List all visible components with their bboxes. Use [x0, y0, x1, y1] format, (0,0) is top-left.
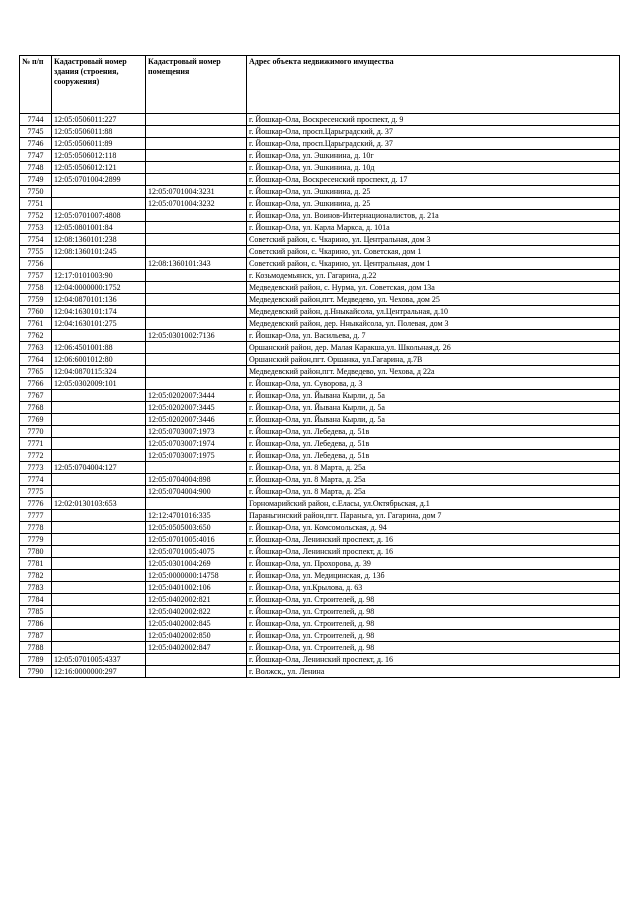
premises-cadastral: 12:05:0703007:1975 [146, 450, 247, 462]
address: г. Йошкар-Ола, Ленинский проспект, д. 16 [247, 654, 620, 666]
table-row [20, 558, 620, 570]
premises-cadastral [146, 282, 247, 294]
premises-cadastral [146, 342, 247, 354]
row-number: 7761 [20, 318, 52, 330]
premises-cadastral [146, 234, 247, 246]
row-number: 7787 [20, 630, 52, 642]
building-cadastral: 12:05:0701004:2899 [52, 174, 146, 186]
premises-cadastral [146, 246, 247, 258]
premises-cadastral: 12:12:4701016:335 [146, 510, 247, 522]
address: г. Йошкар-Ола, ул. Васильева, д. 7 [247, 330, 620, 342]
row-number: 7745 [20, 126, 52, 138]
row-number: 7746 [20, 138, 52, 150]
row-number: 7779 [20, 534, 52, 546]
row-number: 7790 [20, 666, 52, 678]
table-row [20, 390, 620, 402]
building-cadastral [52, 606, 146, 618]
header-number: № п/п [20, 56, 52, 114]
table-row [20, 210, 620, 222]
address: г. Йошкар-Ола, ул. Лебедева, д. 51в [247, 438, 620, 450]
premises-cadastral: 12:05:0202007:3446 [146, 414, 247, 426]
address: г. Йошкар-Ола, ул. Лебедева, д. 51в [247, 426, 620, 438]
row-number: 7760 [20, 306, 52, 318]
address: Горномарийский район, с.Еласы, ул.Октябрьская, д.1 [247, 498, 620, 510]
row-number: 7784 [20, 594, 52, 606]
address: г. Йошкар-Ола, просп.Царьградский, д. 37 [247, 126, 620, 138]
row-number: 7762 [20, 330, 52, 342]
header-address: Адрес объекта недвижимого имущества [247, 56, 620, 114]
row-number: 7753 [20, 222, 52, 234]
premises-cadastral: 12:05:0704004:900 [146, 486, 247, 498]
address: Советский район, с. Чкарино, ул. Советская, дом 1 [247, 246, 620, 258]
row-number: 7748 [20, 162, 52, 174]
premises-cadastral [146, 462, 247, 474]
address: г. Йошкар-Ола, ул. Строителей, д. 98 [247, 630, 620, 642]
address: г. Йошкар-Ола, ул. Лебедева, д. 51в [247, 450, 620, 462]
address: г. Йошкар-Ола, ул. Эшкинина, д. 10г [247, 150, 620, 162]
row-number: 7755 [20, 246, 52, 258]
building-cadastral [52, 402, 146, 414]
table-row [20, 306, 620, 318]
address: г. Йошкар-Ола, ул. Прохорова, д. 39 [247, 558, 620, 570]
premises-cadastral: 12:05:0704004:898 [146, 474, 247, 486]
building-cadastral: 12:04:0870101:136 [52, 294, 146, 306]
table-row [20, 534, 620, 546]
table-row [20, 666, 620, 678]
premises-cadastral [146, 222, 247, 234]
table-row [20, 150, 620, 162]
building-cadastral [52, 198, 146, 210]
building-cadastral [52, 558, 146, 570]
premises-cadastral: 12:08:1360101:343 [146, 258, 247, 270]
table-row [20, 414, 620, 426]
building-cadastral [52, 486, 146, 498]
table-row [20, 510, 620, 522]
table-row [20, 186, 620, 198]
building-cadastral [52, 438, 146, 450]
table-row [20, 282, 620, 294]
premises-cadastral [146, 162, 247, 174]
address: г. Йошкар-Ола, ул. Йывана Кырли, д. 5а [247, 414, 620, 426]
address: г. Йошкар-Ола, ул. 8 Марта, д. 25а [247, 462, 620, 474]
address: Медведевский район, дер. Нныкайсола, ул. Полевая, дом 3 [247, 318, 620, 330]
table-row [20, 366, 620, 378]
building-cadastral: 12:04:1630101:174 [52, 306, 146, 318]
address: г. Йошкар-Ола, ул. Комсомольская, д. 94 [247, 522, 620, 534]
table-row [20, 582, 620, 594]
address: г. Йошкар-Ола, ул. Строителей, д. 98 [247, 606, 620, 618]
table-header-row [20, 56, 620, 114]
building-cadastral: 12:17:0101003:90 [52, 270, 146, 282]
table-row [20, 318, 620, 330]
header-building-cadastral: Кадастровый номер здания (строения, сооружения) [52, 56, 146, 114]
table-row [20, 438, 620, 450]
row-number: 7768 [20, 402, 52, 414]
table-row [20, 546, 620, 558]
address: Параньгинский район,пгт. Параньга, ул. Гагарина, дом 7 [247, 510, 620, 522]
building-cadastral [52, 390, 146, 402]
building-cadastral: 12:05:0701005:4337 [52, 654, 146, 666]
address: Советский район, с. Чкарино, ул. Центральная, дом 1 [247, 258, 620, 270]
table-row [20, 594, 620, 606]
table-row [20, 174, 620, 186]
address: г. Йошкар-Ола, ул.Крылова, д. 63 [247, 582, 620, 594]
building-cadastral: 12:04:1630101:275 [52, 318, 146, 330]
building-cadastral: 12:04:0000000:1752 [52, 282, 146, 294]
table-row [20, 126, 620, 138]
address: г. Йошкар-Ола, Ленинский проспект, д. 16 [247, 534, 620, 546]
building-cadastral [52, 474, 146, 486]
row-number: 7771 [20, 438, 52, 450]
address: г. Йошкар-Ола, Ленинский проспект, д. 16 [247, 546, 620, 558]
premises-cadastral: 12:05:0402002:845 [146, 618, 247, 630]
table-row [20, 222, 620, 234]
premises-cadastral: 12:05:0402002:821 [146, 594, 247, 606]
building-cadastral: 12:05:0506012:121 [52, 162, 146, 174]
building-cadastral [52, 642, 146, 654]
row-number: 7774 [20, 474, 52, 486]
premises-cadastral [146, 378, 247, 390]
table-row [20, 630, 620, 642]
premises-cadastral [146, 126, 247, 138]
address: г. Козьмодемьянск, ул. Гагарина, д.22 [247, 270, 620, 282]
premises-cadastral [146, 318, 247, 330]
row-number: 7749 [20, 174, 52, 186]
table-row [20, 162, 620, 174]
address: г. Волжск,, ул. Ленина [247, 666, 620, 678]
header-premises-cadastral: Кадастровый номер помещения [146, 56, 247, 114]
address: Медведевский район,пгт. Медведево, ул. Чехова, дом 25 [247, 294, 620, 306]
premises-cadastral [146, 150, 247, 162]
table-row [20, 354, 620, 366]
building-cadastral: 12:05:0801001:84 [52, 222, 146, 234]
building-cadastral: 12:05:0302009:101 [52, 378, 146, 390]
table-row [20, 486, 620, 498]
building-cadastral [52, 582, 146, 594]
building-cadastral [52, 186, 146, 198]
row-number: 7773 [20, 462, 52, 474]
address: Медведевский район,пгт. Медведево, ул. Чехова, д 22а [247, 366, 620, 378]
row-number: 7767 [20, 390, 52, 402]
address: г. Йошкар-Ола, Воскресенский проспект, д. 17 [247, 174, 620, 186]
address: г. Йошкар-Ола, Воскресенский проспект, д. 9 [247, 114, 620, 126]
premises-cadastral: 12:05:0401002:106 [146, 582, 247, 594]
building-cadastral: 12:05:0704004:127 [52, 462, 146, 474]
table-row [20, 258, 620, 270]
address: г. Йошкар-Ола, ул. Строителей, д. 98 [247, 618, 620, 630]
row-number: 7766 [20, 378, 52, 390]
row-number: 7782 [20, 570, 52, 582]
row-number: 7763 [20, 342, 52, 354]
address: Оршанский район, дер. Малая Каракша,ул. Школьная,д. 26 [247, 342, 620, 354]
address: г. Йошкар-Ола, ул. Йывана Кырли, д. 5а [247, 390, 620, 402]
building-cadastral [52, 510, 146, 522]
row-number: 7764 [20, 354, 52, 366]
row-number: 7754 [20, 234, 52, 246]
registry-table [19, 55, 620, 678]
premises-cadastral [146, 354, 247, 366]
premises-cadastral: 12:05:0701004:3231 [146, 186, 247, 198]
building-cadastral [52, 522, 146, 534]
building-cadastral: 12:04:0870115:324 [52, 366, 146, 378]
table-row [20, 462, 620, 474]
address: г. Йошкар-Ола, просп.Царьградский, д. 37 [247, 138, 620, 150]
premises-cadastral: 12:05:0402002:822 [146, 606, 247, 618]
building-cadastral [52, 594, 146, 606]
building-cadastral [52, 330, 146, 342]
premises-cadastral [146, 210, 247, 222]
building-cadastral: 12:08:1360101:245 [52, 246, 146, 258]
row-number: 7780 [20, 546, 52, 558]
address: г. Йошкар-Ола, ул. Суворова, д. 3 [247, 378, 620, 390]
table-row [20, 198, 620, 210]
row-number: 7752 [20, 210, 52, 222]
premises-cadastral [146, 294, 247, 306]
premises-cadastral: 12:05:0402002:850 [146, 630, 247, 642]
table-row [20, 402, 620, 414]
premises-cadastral: 12:05:0000000:14758 [146, 570, 247, 582]
row-number: 7744 [20, 114, 52, 126]
address: г. Йошкар-Ола, ул. Карла Маркса, д. 101а [247, 222, 620, 234]
building-cadastral [52, 414, 146, 426]
premises-cadastral [146, 666, 247, 678]
table-row [20, 234, 620, 246]
table-row [20, 342, 620, 354]
address: г. Йошкар-Ола, ул. Эшкинина, д. 25 [247, 186, 620, 198]
row-number: 7789 [20, 654, 52, 666]
premises-cadastral: 12:05:0505003:650 [146, 522, 247, 534]
row-number: 7757 [20, 270, 52, 282]
building-cadastral [52, 426, 146, 438]
table-row [20, 294, 620, 306]
row-number: 7775 [20, 486, 52, 498]
row-number: 7786 [20, 618, 52, 630]
building-cadastral: 12:05:0506011:88 [52, 126, 146, 138]
premises-cadastral [146, 366, 247, 378]
premises-cadastral: 12:05:0202007:3444 [146, 390, 247, 402]
building-cadastral [52, 618, 146, 630]
row-number: 7751 [20, 198, 52, 210]
premises-cadastral: 12:05:0701005:4016 [146, 534, 247, 546]
premises-cadastral: 12:05:0301002:7136 [146, 330, 247, 342]
table-row [20, 450, 620, 462]
building-cadastral [52, 258, 146, 270]
row-number: 7769 [20, 414, 52, 426]
address: г. Йошкар-Ола, ул. Воинов-Интернационалистов, д. 21а [247, 210, 620, 222]
address: Оршанский район,пгт. Оршанка, ул.Гагарина, д.7В [247, 354, 620, 366]
premises-cadastral: 12:05:0703007:1973 [146, 426, 247, 438]
building-cadastral [52, 450, 146, 462]
address: г. Йошкар-Ола, ул. Строителей, д. 98 [247, 642, 620, 654]
table-row [20, 606, 620, 618]
table-row [20, 654, 620, 666]
table-row [20, 138, 620, 150]
row-number: 7785 [20, 606, 52, 618]
table-row [20, 642, 620, 654]
premises-cadastral: 12:05:0202007:3445 [146, 402, 247, 414]
table-row [20, 474, 620, 486]
premises-cadastral [146, 306, 247, 318]
row-number: 7777 [20, 510, 52, 522]
row-number: 7772 [20, 450, 52, 462]
table-row [20, 114, 620, 126]
premises-cadastral [146, 174, 247, 186]
address: г. Йошкар-Ола, ул. Йывана Кырли, д. 5а [247, 402, 620, 414]
premises-cadastral: 12:05:0301004:269 [146, 558, 247, 570]
premises-cadastral [146, 498, 247, 510]
table-row [20, 330, 620, 342]
premises-cadastral [146, 114, 247, 126]
address: г. Йошкар-Ола, ул. Эшкинина, д. 10д [247, 162, 620, 174]
address: г. Йошкар-Ола, ул. 8 Марта, д. 25а [247, 474, 620, 486]
row-number: 7770 [20, 426, 52, 438]
table-row [20, 618, 620, 630]
premises-cadastral [146, 654, 247, 666]
address: г. Йошкар-Ола, ул. Медицинская, д. 13б [247, 570, 620, 582]
premises-cadastral [146, 270, 247, 282]
building-cadastral: 12:02:0130103:653 [52, 498, 146, 510]
table-row [20, 270, 620, 282]
address: Медведевский район, д.Нныкайсола, ул.Центральная, д.10 [247, 306, 620, 318]
row-number: 7781 [20, 558, 52, 570]
row-number: 7778 [20, 522, 52, 534]
row-number: 7776 [20, 498, 52, 510]
row-number: 7750 [20, 186, 52, 198]
building-cadastral: 12:06:6001012:80 [52, 354, 146, 366]
table-row [20, 426, 620, 438]
row-number: 7756 [20, 258, 52, 270]
row-number: 7788 [20, 642, 52, 654]
table-row [20, 522, 620, 534]
table-row [20, 246, 620, 258]
building-cadastral: 12:16:0000000:297 [52, 666, 146, 678]
premises-cadastral [146, 138, 247, 150]
table-row [20, 570, 620, 582]
building-cadastral [52, 546, 146, 558]
address: г. Йошкар-Ола, ул. Эшкинина, д. 25 [247, 198, 620, 210]
building-cadastral [52, 534, 146, 546]
row-number: 7759 [20, 294, 52, 306]
address: Медведевский район, с. Нурма, ул. Советская, дом 13а [247, 282, 620, 294]
row-number: 7758 [20, 282, 52, 294]
premises-cadastral: 12:05:0701005:4075 [146, 546, 247, 558]
row-number: 7765 [20, 366, 52, 378]
premises-cadastral: 12:05:0703007:1974 [146, 438, 247, 450]
building-cadastral [52, 570, 146, 582]
building-cadastral: 12:05:0506011:227 [52, 114, 146, 126]
building-cadastral: 12:08:1360101:238 [52, 234, 146, 246]
address: Советский район, с. Чкарино, ул. Центральная, дом 3 [247, 234, 620, 246]
row-number: 7747 [20, 150, 52, 162]
table-body [20, 114, 620, 678]
address: г. Йошкар-Ола, ул. 8 Марта, д. 25а [247, 486, 620, 498]
building-cadastral: 12:06:4501001:88 [52, 342, 146, 354]
table-row [20, 378, 620, 390]
premises-cadastral: 12:05:0402002:847 [146, 642, 247, 654]
row-number: 7783 [20, 582, 52, 594]
building-cadastral [52, 630, 146, 642]
building-cadastral: 12:05:0701007:4808 [52, 210, 146, 222]
building-cadastral: 12:05:0506012:118 [52, 150, 146, 162]
premises-cadastral: 12:05:0701004:3232 [146, 198, 247, 210]
table-row [20, 498, 620, 510]
building-cadastral: 12:05:0506011:89 [52, 138, 146, 150]
address: г. Йошкар-Ола, ул. Строителей, д. 98 [247, 594, 620, 606]
